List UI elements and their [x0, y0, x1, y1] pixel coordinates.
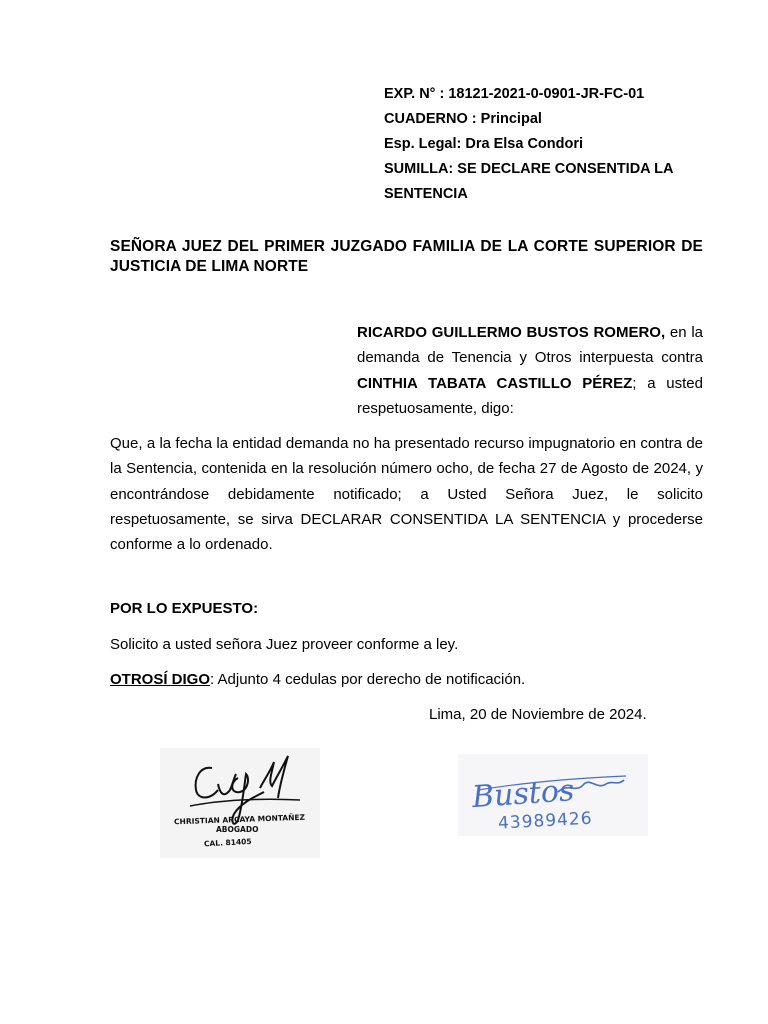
body-paragraph: Que, a la fecha la entidad demanda no ha presentado recurso impugnatorio en contra de la Sentencia, contenida en la resolución número ocho, de fecha 27 de Agosto de 2024, y encontrándose debidamente notificado; a Usted Señora Juez, le solicito respetuosamente, se sirva DECLARAR CONSENTIDA LA SENTENCIA y procederse conforme a lo ordenado. — [110, 435, 703, 554]
request-paragraph: Solicito a usted señora Juez proveer conforme a ley. — [110, 636, 459, 653]
plaintiff-name: RICARDO GUILLERMO BUSTOS ROMERO, — [357, 324, 666, 341]
por-lo-expuesto: POR LO EXPUESTO: — [110, 600, 259, 617]
client-id-number: 43989426 — [497, 808, 594, 834]
cuaderno: CUADERNO : Principal — [384, 111, 542, 127]
otrosi-paragraph — [110, 671, 525, 688]
place-date: Lima, 20 de Noviembre de 2024. — [429, 706, 647, 723]
case-number: EXP. N° : 18121-2021-0-0901-JR-FC-01 — [384, 86, 645, 102]
sumilla-line-1: SUMILLA: SE DECLARE CONSENTIDA LA — [384, 161, 674, 177]
lawyer-signature-stamp — [160, 748, 320, 858]
client-signature — [458, 754, 648, 836]
case-header — [384, 82, 673, 207]
otrosi-label: OTROSÍ DIGO — [110, 671, 211, 688]
sumilla-line-2: SENTENCIA — [384, 186, 468, 202]
otrosi-text: : Adjunto 4 cedulas por derecho de notificación. — [210, 671, 526, 688]
lawyer-cal: CAL. 81405 — [203, 836, 252, 849]
party-introduction — [357, 320, 703, 421]
client-handwritten-signature: Bustos — [470, 773, 576, 816]
legal-specialist: Esp. Legal: Dra Elsa Condori — [384, 136, 584, 152]
lawyer-name: CHRISTIAN ARCAYA MONTAÑEZ — [173, 812, 306, 827]
party-text-1: en la demanda de Tenencia y Otros interpuesta contra — [357, 324, 703, 367]
addressee: SEÑORA JUEZ DEL PRIMER JUZGADO FAMILIA DE LA CORTE SUPERIOR DE JUSTICIA DE LIMA NORTE — [110, 238, 703, 275]
client-signature-image — [458, 754, 648, 836]
defendant-name: CINTHIA TABATA CASTILLO PÉREZ — [357, 374, 633, 392]
lawyer-title: ABOGADO — [216, 825, 259, 834]
lawyer-signature-image — [160, 748, 320, 858]
party-text-2: ; a usted respetuosamente, digo: — [357, 374, 703, 417]
